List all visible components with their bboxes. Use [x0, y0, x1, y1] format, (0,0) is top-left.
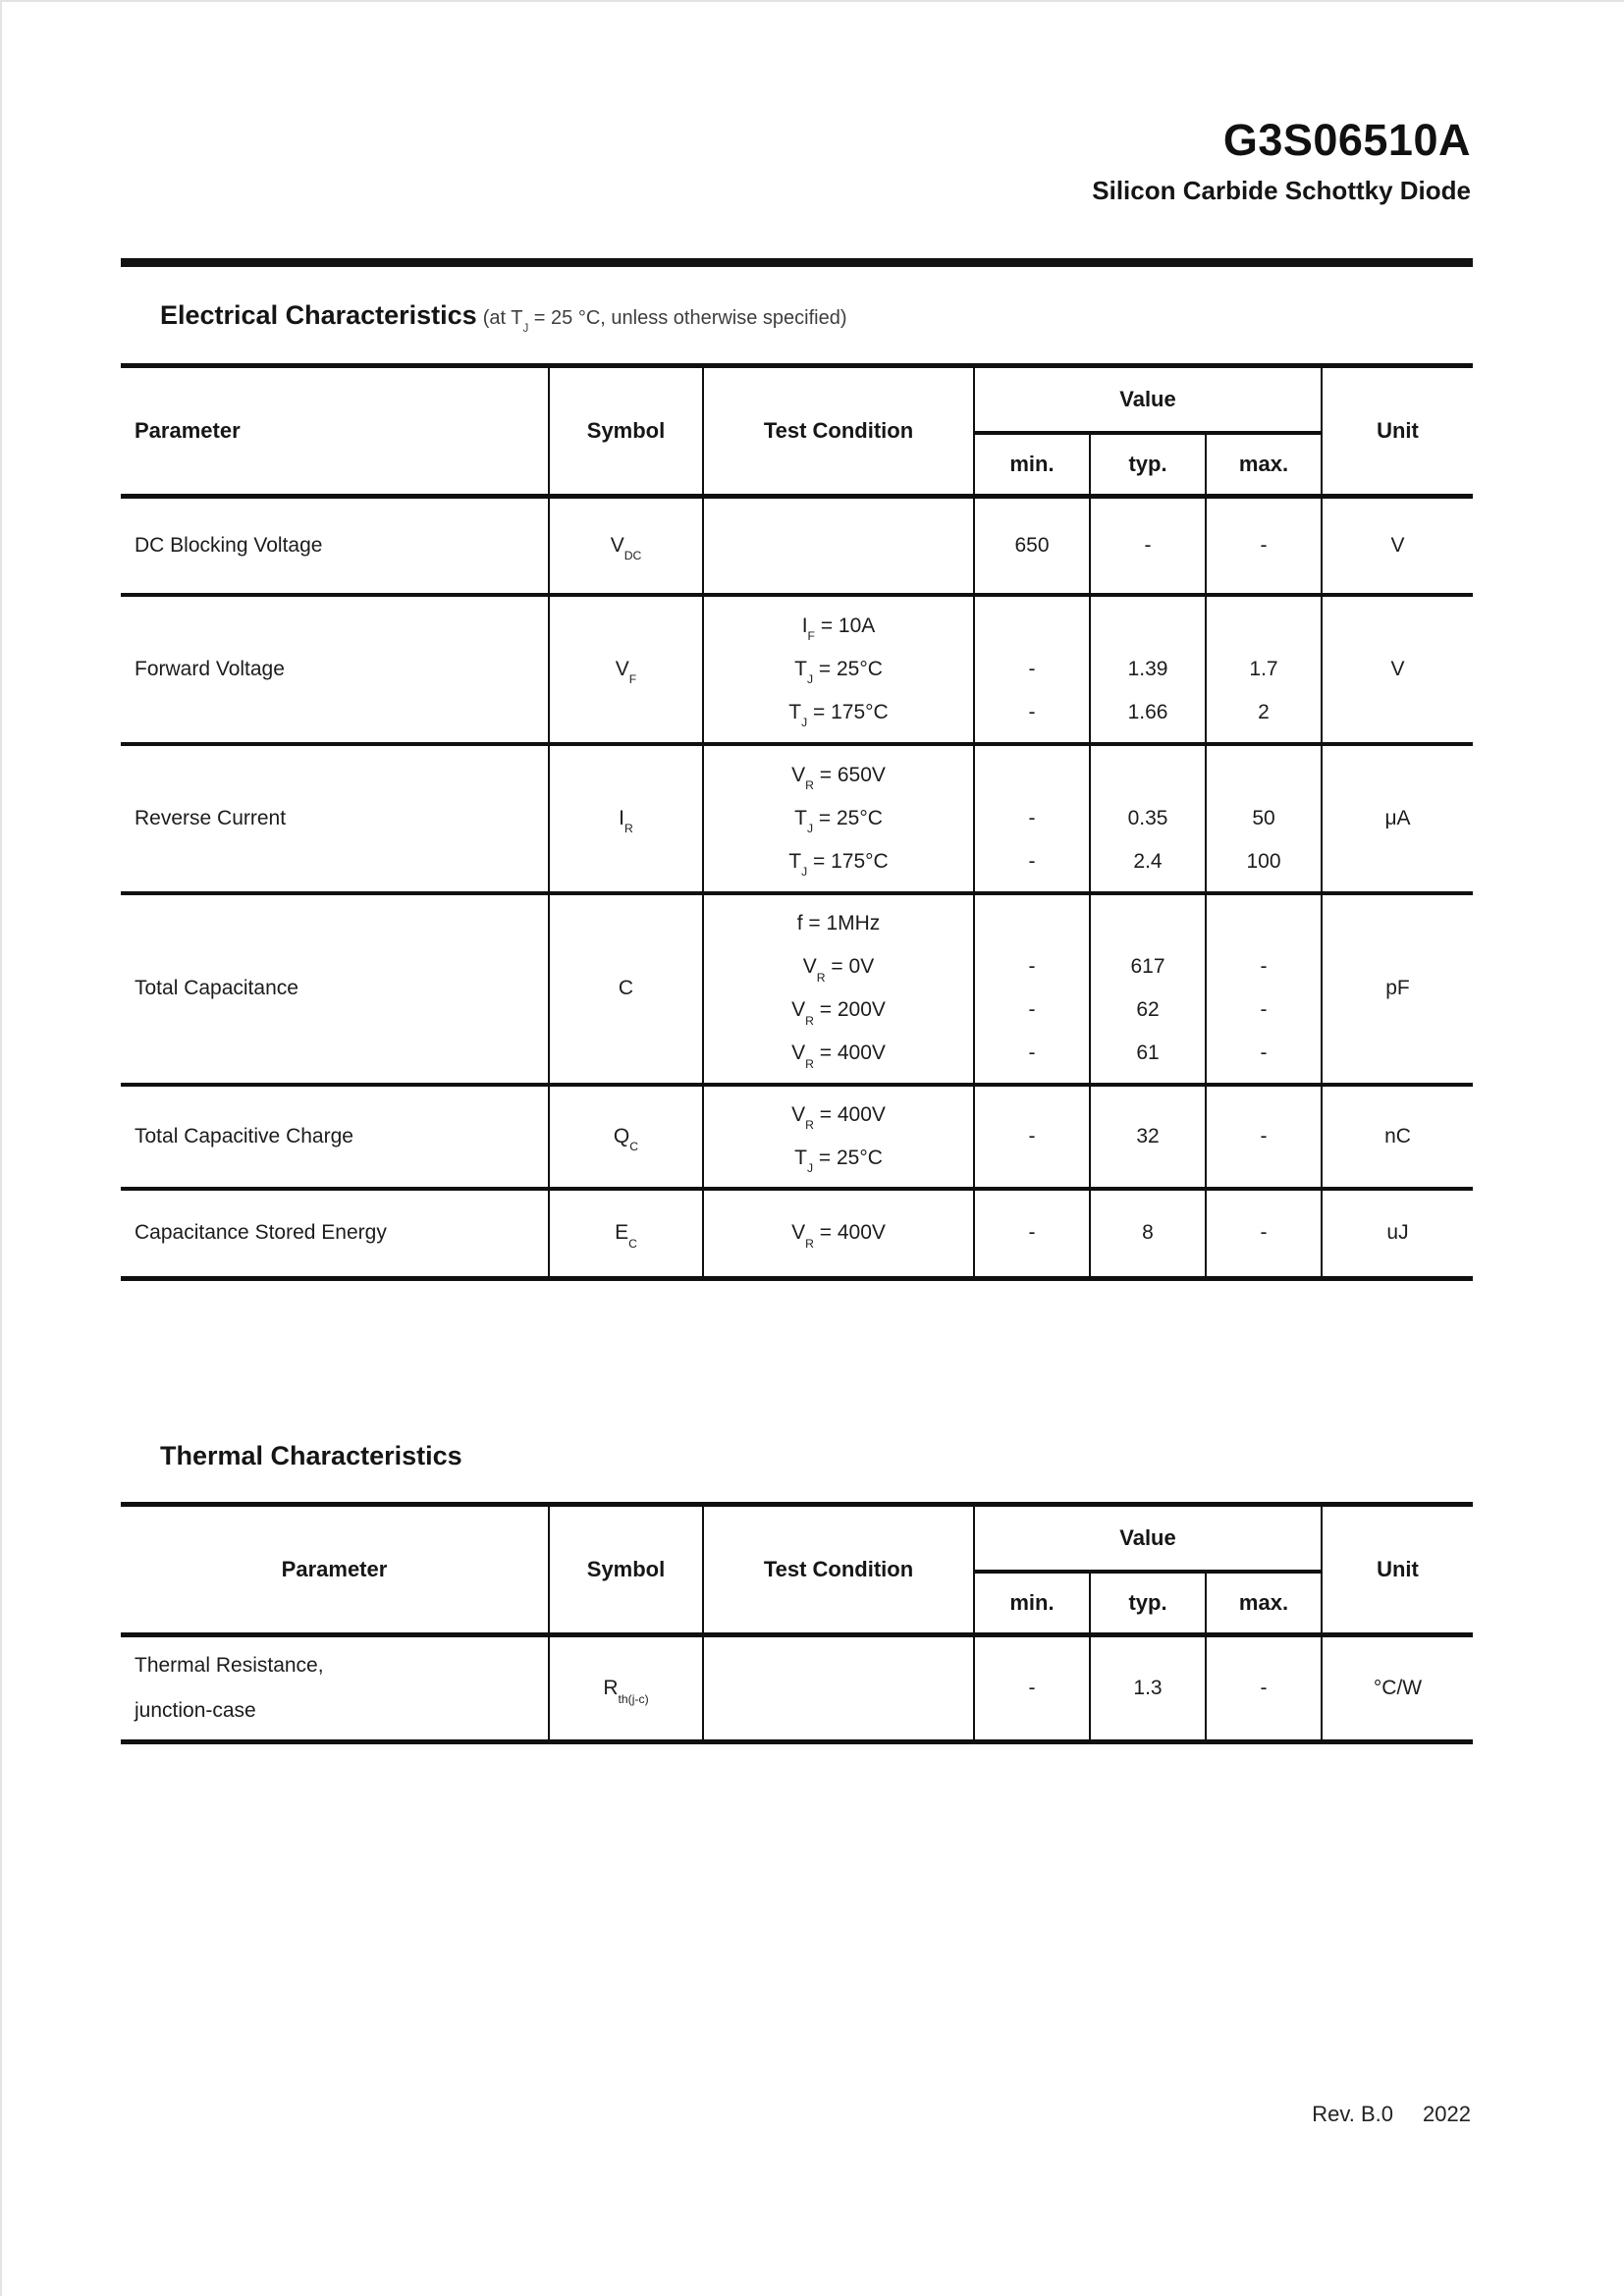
year-label: 2022	[1423, 2102, 1471, 2126]
test-condition-cell: $V_R = 400V$	[703, 1189, 974, 1279]
thermal-table-container	[121, 1502, 1473, 1744]
thermal-section-heading	[160, 1441, 462, 1471]
electrical-section-heading	[160, 300, 847, 336]
parameter-cell: Reverse Current	[121, 744, 549, 893]
symbol-cell: $V_F$	[549, 595, 703, 744]
typ-cell: 8	[1090, 1189, 1206, 1279]
col-header-test-condition: Test Condition	[703, 1505, 974, 1635]
col-header-test-condition: Test Condition	[703, 366, 974, 497]
min-cell: - - -	[974, 893, 1090, 1085]
table-row-total-capacitive-charge	[121, 1085, 1473, 1189]
max-cell: -	[1206, 1635, 1322, 1742]
unit-cell: μA	[1322, 744, 1473, 893]
electrical-table	[121, 363, 1473, 1281]
doc-subtitle: Silicon Carbide Schottky Diode	[1092, 175, 1471, 205]
unit-cell: V	[1322, 497, 1473, 595]
parameter-cell: Thermal Resistance, junction-case	[121, 1635, 549, 1742]
col-header-typ: typ.	[1090, 433, 1206, 497]
col-header-symbol: Symbol	[549, 1505, 703, 1635]
typ-cell: 617 62 61	[1090, 893, 1206, 1085]
table-row-thermal-resistance	[121, 1635, 1473, 1742]
col-header-parameter: Parameter	[121, 1505, 549, 1635]
min-cell: -	[974, 1635, 1090, 1742]
col-header-unit: Unit	[1322, 1505, 1473, 1635]
col-header-value: Value	[974, 366, 1322, 433]
symbol-cell: $V_{DC}$	[549, 497, 703, 595]
unit-cell: nC	[1322, 1085, 1473, 1189]
min-cell: - -	[974, 595, 1090, 744]
table-row-dc-blocking-voltage	[121, 497, 1473, 595]
min-cell: -	[974, 1189, 1090, 1279]
part-number: G3S06510A	[1222, 115, 1471, 165]
parameter-cell: DC Blocking Voltage	[121, 497, 549, 595]
parameter-cell: Forward Voltage	[121, 595, 549, 744]
typ-cell: -	[1090, 497, 1206, 595]
unit-cell: uJ	[1322, 1189, 1473, 1279]
table-row-forward-voltage	[121, 595, 1473, 744]
max-cell: -	[1206, 497, 1322, 595]
min-cell: 650	[974, 497, 1090, 595]
parameter-cell: Capacitance Stored Energy	[121, 1189, 549, 1279]
col-header-symbol: Symbol	[549, 366, 703, 497]
thermal-header-row-1	[121, 1505, 1473, 1572]
max-cell: -	[1206, 1085, 1322, 1189]
electrical-title-note: (at $T_J = 25$ °C, unless otherwise specified)	[482, 307, 847, 336]
table-row-total-capacitance	[121, 893, 1473, 1085]
col-header-typ: typ.	[1090, 1572, 1206, 1635]
thermal-title: Thermal Characteristics	[160, 1441, 462, 1470]
min-cell: -	[974, 1085, 1090, 1189]
test-condition-cell: $V_R = 650V$ $T_J = 25^\circ C$ $T_J = 175^\circ C$	[703, 744, 974, 893]
col-header-max: max.	[1206, 433, 1322, 497]
typ-cell: 1.39 1.66	[1090, 595, 1206, 744]
min-cell: - -	[974, 744, 1090, 893]
max-cell: -	[1206, 1189, 1322, 1279]
revision-label: Rev. B.0	[1312, 2102, 1394, 2126]
col-header-min: min.	[974, 433, 1090, 497]
test-condition-cell: $I_F = 10A$ $T_J = 25^\circ C$ $T_J = 175^\circ C$	[703, 595, 974, 744]
unit-cell: °C/W	[1322, 1635, 1473, 1742]
col-header-max: max.	[1206, 1572, 1322, 1635]
test-condition-cell	[703, 1635, 974, 1742]
max-cell: 50 100	[1206, 744, 1322, 893]
symbol-cell: C	[549, 893, 703, 1085]
max-cell: 1.7 2	[1206, 595, 1322, 744]
symbol-cell: $R_{th(j-c)}$	[549, 1635, 703, 1742]
scan-edge-left	[0, 0, 2, 2296]
max-cell: - - -	[1206, 893, 1322, 1085]
typ-cell: 1.3	[1090, 1635, 1206, 1742]
doc-header	[1092, 116, 1471, 204]
doc-footer	[1312, 2102, 1471, 2127]
col-header-value: Value	[974, 1505, 1322, 1572]
electrical-table-container	[121, 363, 1473, 1281]
unit-cell: V	[1322, 595, 1473, 744]
electrical-header-row-1	[121, 366, 1473, 433]
table-row-capacitance-stored-energy	[121, 1189, 1473, 1279]
parameter-cell: Total Capacitance	[121, 893, 549, 1085]
table-row-reverse-current	[121, 744, 1473, 893]
col-header-unit: Unit	[1322, 366, 1473, 497]
test-condition-cell: $V_R = 400V$ $T_J = 25^\circ C$	[703, 1085, 974, 1189]
thermal-table	[121, 1502, 1473, 1744]
col-header-min: min.	[974, 1572, 1090, 1635]
col-header-parameter: Parameter	[121, 366, 549, 497]
parameter-cell: Total Capacitive Charge	[121, 1085, 549, 1189]
symbol-cell: $I_R$	[549, 744, 703, 893]
typ-cell: 32	[1090, 1085, 1206, 1189]
scan-edge-top	[0, 0, 1624, 2]
symbol-cell: $Q_C$	[549, 1085, 703, 1189]
unit-cell: pF	[1322, 893, 1473, 1085]
typ-cell: 0.35 2.4	[1090, 744, 1206, 893]
electrical-title: Electrical Characteristics	[160, 300, 477, 330]
symbol-cell: $E_C$	[549, 1189, 703, 1279]
test-condition-cell	[703, 497, 974, 595]
header-rule	[121, 258, 1473, 267]
test-condition-cell: f = 1MHz $V_R = 0V$ $V_R = 200V$ $V_R = 400V$	[703, 893, 974, 1085]
